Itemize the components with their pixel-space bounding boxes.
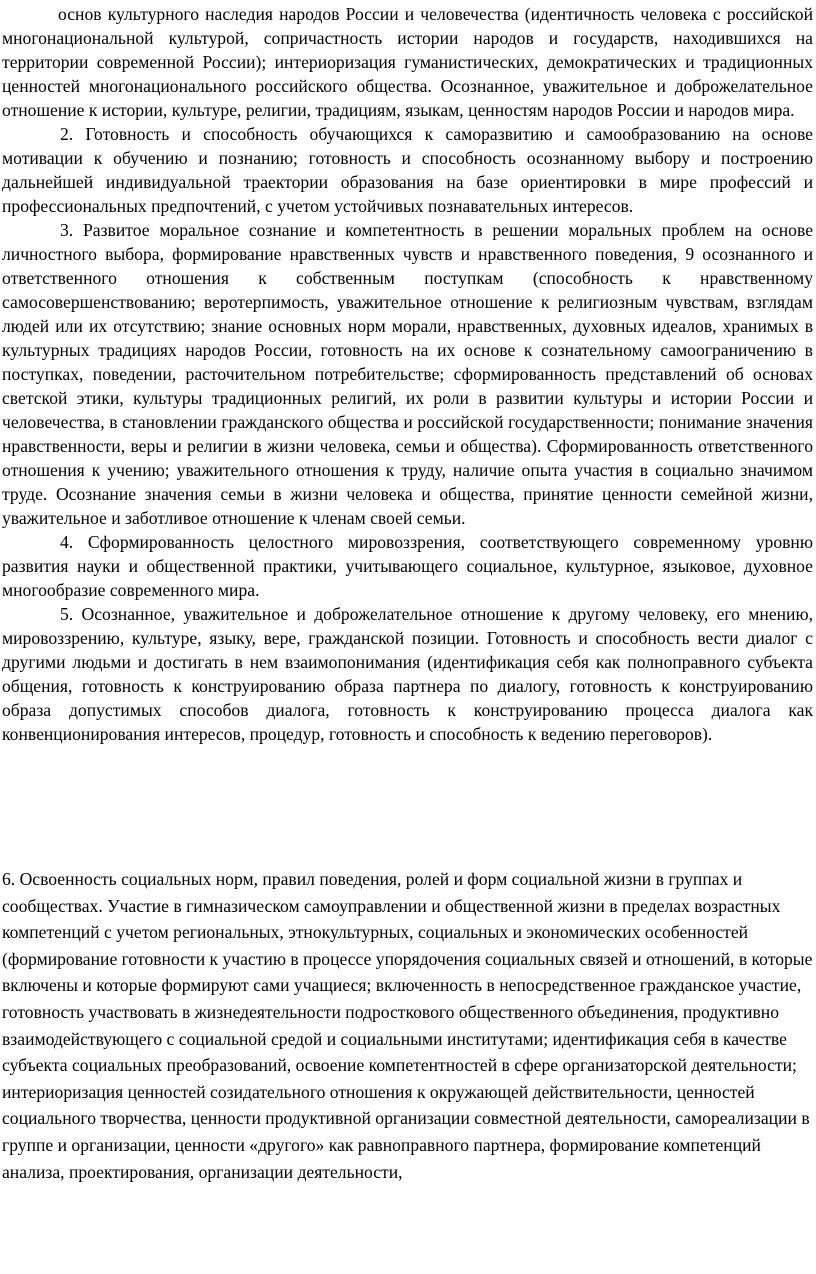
paragraph-item-2: 2. Готовность и способность обучающихся к саморазвитию и самообразованию на основе мотивации к обучению и познанию; готовность и способность осознанному выбору и построению дальнейшей индивидуальной траектории образования на базе ориентировки в мире профессий и профессиональных предпочтений, с учетом устойчивых познавательных интересов. <box>2 124 813 216</box>
paragraph-continuation: основ культурного наследия народов России и человечества (идентичность человека с российской многонациональной культурой, сопричастность истории народов и государств, находившихся на территории современной России); интериоризация гуманистических, демократических и традиционных ценностей многонационального российского общества. Осознанное, уважительное и доброжелательное отношение к истории, культуре, религии, традициям, языкам, ценностям народов России и народов мира. <box>2 4 813 120</box>
paragraph-item-6: 6. Освоенность социальных норм, правил поведения, ролей и форм социальной жизни в группах и сообществах. Участие в гимназическом самоуправлении и общественной жизни в пределах возрастных компетенций с учетом региональных, этнокультурных, социальных и экономических особенностей (формирование готовности к участию в процессе упорядочения социальных связей и отношений, в которые включены и которые формируют сами учащиеся; включенность в непосредственное гражданское участие, готовность участвовать в жизнедеятельности подросткового общественного объединения, продуктивно взаимодействующего с социальной средой и социальными институтами; идентификация себя в качестве субъекта социальных преобразований, освоение компетентностей в сфере организаторской деятельности; интериоризация ценностей созидательного отношения к окружающей действительности, ценностей социального творчества, ценности продуктивной организации совместной деятельности, самореализации в группе и организации, ценности «другого» как равноправного партнера, формирование компетенций анализа, проектирования, организации деятельности, <box>2 869 813 1182</box>
paragraph-item-3: 3. Развитое моральное сознание и компетентность в решении моральных проблем на основе личностного выбора, формирование нравственных чувств и нравственного поведения, 9 осознанного и ответственного отношения к собственным поступкам (способность к нравственному самосовершенствованию; веротерпимость, уважительное отношение к религиозным чувствам, взглядам людей или их отсутствию; знание основных норм морали, нравственных, духовных идеалов, хранимых в культурных традициях народов России, готовность на их основе к сознательному самоограничению в поступках, поведении, расточительном потребительстве; сформированность представлений об основах светской этики, культуры традиционных религий, их роли в развитии культуры и истории России и человечества, в становлении гражданского общества и российской государственности; понимание значения нравственности, веры и религии в жизни человека, семьи и общества). Сформированность ответственного отношения к учению; уважительного отношения к труду, наличие опыта участия в социально значимом труде. Осознание значения семьи в жизни человека и общества, принятие ценности семейной жизни, уважительное и заботливое отношение к членам своей семьи. <box>2 220 813 528</box>
ragged-text-block <box>2 866 813 1185</box>
paragraph-item-5: 5. Осознанное, уважительное и доброжелательное отношение к другому человеку, его мнению, мировоззрению, культуре, языку, вере, гражданской позиции. Готовность и способность вести диалог с другими людьми и достигать в нем взаимопонимания (идентификация себя как полноправного субъекта общения, готовность к конструированию образа партнера по диалогу, готовность к конструированию образа допустимых способов диалога, готовность к конструированию процесса диалога как конвенционирования интересов, процедур, готовность и способность к ведению переговоров). <box>2 604 813 744</box>
paragraph-item-4: 4. Сформированность целостного мировоззрения, соответствующего современному уровню развития науки и общественной практики, учитывающего социальное, культурное, языковое, духовное многообразие современного мира. <box>2 532 813 600</box>
justified-text-block <box>2 2 813 746</box>
